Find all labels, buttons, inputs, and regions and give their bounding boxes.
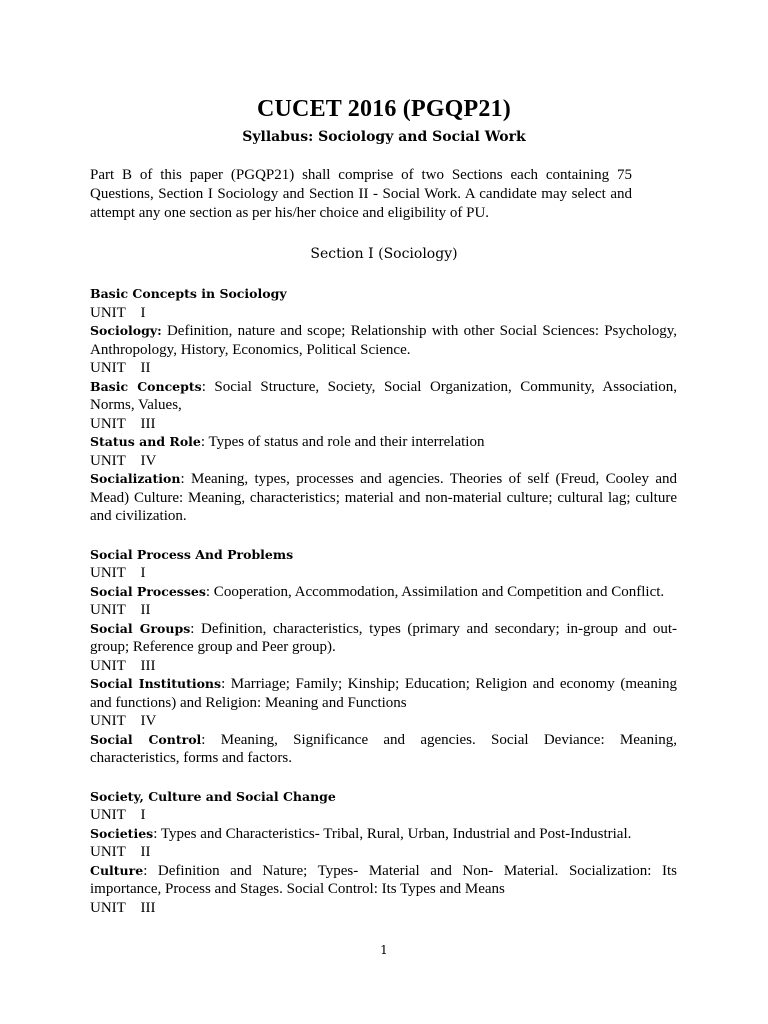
unit-text: : Definition, characteristics, types (primary and secondary; in-group and out-group; Reference group and Peer group). — [90, 620, 678, 655]
unit-description — [90, 322, 677, 359]
block-title: Basic Concepts in Sociology — [90, 286, 287, 301]
unit-description — [90, 731, 677, 768]
syllabus-block — [90, 285, 677, 526]
unit-description — [90, 433, 677, 452]
unit-description — [90, 378, 677, 415]
block-title: Society, Culture and Social Change — [90, 788, 336, 804]
unit-text: : Types and Characteristics- Tribal, Rural, Urban, Industrial and Post-Industrial. — [153, 825, 632, 842]
unit-keyword: Basic Concepts — [90, 378, 202, 394]
unit-description — [90, 675, 677, 712]
unit-label: UNIT III — [90, 899, 156, 916]
unit-keyword: Sociology: — [90, 323, 162, 338]
document-subtitle: Syllabus: Sociology and Social Work — [242, 129, 526, 145]
unit-keyword: Social Control — [90, 731, 202, 747]
document-title: CUCET 2016 (PGQP21) — [256, 96, 512, 122]
unit-label: UNIT II — [90, 360, 151, 376]
unit-keyword: Social Groups — [90, 620, 191, 636]
unit-text: : Meaning, Significance and agencies. Social Deviance: Meaning, characteristics, forms and factors. — [90, 731, 677, 766]
unit-label: UNIT IV — [90, 452, 157, 469]
unit-description — [90, 583, 677, 602]
syllabus-content — [90, 285, 677, 937]
unit-label: UNIT IV — [90, 713, 157, 729]
syllabus-block — [90, 546, 677, 768]
unit-keyword: Socialization — [90, 471, 181, 486]
unit-label: UNIT II — [90, 844, 151, 860]
unit-description — [90, 862, 677, 899]
unit-label: UNIT II — [90, 602, 151, 618]
unit-description — [90, 825, 677, 844]
unit-text: : Definition and Nature; Types- Material and Non- Material. Socialization: Its importance, Process and Stages. Social Control: Its Types and Means — [90, 862, 677, 897]
unit-keyword: Social Processes — [90, 583, 206, 599]
section-heading: Section I (Sociology) — [310, 246, 458, 262]
unit-keyword: Culture — [90, 862, 144, 878]
page-number: 1 — [380, 943, 388, 957]
unit-text: : Cooperation, Accommodation, Assimilation and Competition and Conflict. — [205, 583, 665, 600]
unit-text: : Marriage; Family; Kinship; Education; Religion and economy (meaning and functions) and Religion: Meaning and Functions — [90, 676, 677, 711]
unit-text: : Types of status and role and their interrelation — [200, 434, 485, 450]
unit-description — [90, 470, 677, 526]
unit-text: Definition, nature and scope; Relationship with other Social Sciences: Psychology, Anthropology, History, Economics, Political Science. — [90, 323, 677, 358]
unit-label: UNIT III — [90, 415, 156, 432]
unit-text: : Meaning, types, processes and agencies. Theories of self (Freud, Cooley and Mead) Culture: Meaning, characteristics; material and non-material culture; cultural lag; culture and civilization. — [90, 471, 677, 524]
block-title: Social Process And Problems — [90, 546, 294, 562]
unit-label: UNIT III — [90, 657, 156, 674]
unit-description — [90, 620, 677, 657]
unit-keyword: Social Institutions — [90, 676, 222, 691]
syllabus-block — [90, 788, 677, 918]
intro-paragraph: Part B of this paper (PGQP21) shall comprise of two Sections each containing 75 Questions, Section I Sociology and Section II - Social Work. A candidate may select and attempt any one section as per his/her choice and eligibility of PU. — [90, 167, 632, 221]
unit-keyword: Societies — [90, 825, 154, 841]
unit-label: UNIT I — [90, 304, 146, 321]
unit-label: UNIT I — [90, 807, 146, 823]
unit-text: : Social Structure, Society, Social Organization, Community, Association, Norms, Values, — [90, 378, 677, 413]
unit-label: UNIT I — [90, 565, 146, 581]
unit-keyword: Status and Role — [90, 434, 201, 449]
